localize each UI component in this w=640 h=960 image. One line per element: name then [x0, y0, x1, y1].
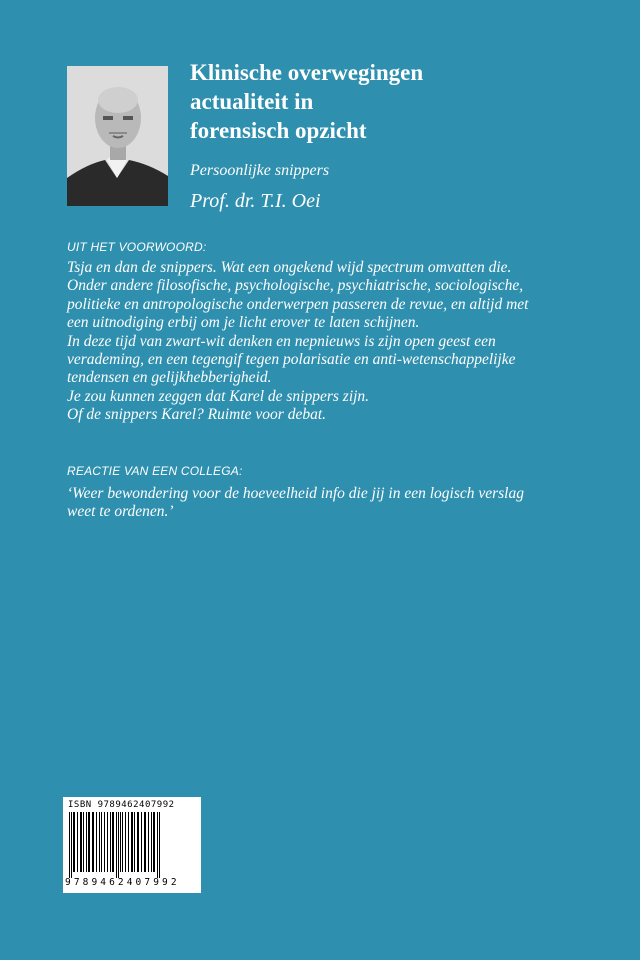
voorwoord-line: Je zou kunnen zeggen dat Karel de snippers zijn. — [67, 387, 370, 405]
barcode-bar — [112, 812, 114, 872]
barcode-bar — [118, 812, 119, 878]
voorwoord-line: verademing, en een tegengif tegen polarisatie en anti-wetenschappelijke — [67, 351, 516, 369]
voorwoord-line: Of de snippers Karel? Ruimte voor debat. — [67, 406, 327, 424]
voorwoord-heading: UIT HET VOORWOORD: — [67, 240, 207, 254]
barcode-bar — [83, 812, 84, 872]
book-author: Prof. dr. T.I. Oei — [190, 190, 321, 212]
title-line-1: Klinische overwegingen — [190, 60, 424, 85]
barcode-bar — [104, 812, 105, 872]
voorwoord-line: Tsja en dan de snippers. Wat een ongekend wijd spectrum omvatten die. — [67, 259, 512, 276]
barcode-bar — [141, 812, 142, 872]
isbn-label: ISBN 9789462407992 — [68, 800, 175, 810]
barcode-bar — [96, 812, 97, 872]
ean-digits: 9789462407992 — [65, 877, 180, 888]
barcode-bar — [73, 812, 75, 872]
barcode-bar — [86, 812, 87, 872]
author-portrait-illustration — [67, 66, 168, 206]
barcode-bar — [99, 812, 100, 872]
barcode-bar — [144, 812, 146, 872]
barcode-bar — [137, 812, 139, 872]
voorwoord-text — [67, 259, 587, 425]
collega-quote — [67, 485, 587, 522]
barcode-bar — [131, 812, 133, 872]
barcode-bar — [69, 812, 70, 878]
voorwoord-line: Onder andere filosofische, psychologische, psychiatrische, sociologische, — [67, 277, 524, 295]
barcode-bar — [151, 812, 152, 872]
barcode-bar — [148, 812, 149, 872]
barcode-bar — [153, 812, 155, 872]
barcode-bar — [77, 812, 78, 872]
barcode-bar — [107, 812, 108, 872]
voorwoord-line: tendensen en gelijkhebberigheid. — [67, 369, 272, 387]
collega-line: ‘Weer bewondering voor de hoeveelheid info die jij in een logisch verslag — [67, 485, 524, 502]
collega-line: weet te ordenen.’ — [67, 503, 174, 521]
barcode-bar — [80, 812, 82, 872]
barcode-bar — [125, 812, 126, 872]
isbn-barcode — [63, 797, 201, 893]
barcode-bar — [92, 812, 94, 872]
voorwoord-line: een uitnodiging erbij om je licht erover te laten schijnen. — [67, 314, 420, 332]
barcode-bar — [128, 812, 129, 872]
voorwoord-line: politieke en antropologische onderwerpen passeren de revue, en altijd met — [67, 295, 529, 313]
book-title — [190, 58, 590, 145]
barcode-bar — [101, 812, 102, 872]
barcode-bar — [88, 812, 90, 872]
title-line-2: actualiteit in — [190, 89, 314, 114]
barcode-bar — [134, 812, 135, 872]
barcode-bar — [122, 812, 123, 872]
collega-heading: REACTIE VAN EEN COLLEGA: — [67, 464, 243, 478]
book-subtitle: Persoonlijke snippers — [190, 162, 330, 179]
barcode-bar — [110, 812, 111, 872]
barcode-bars — [69, 812, 195, 878]
author-photo — [67, 66, 168, 206]
barcode-bar — [71, 812, 72, 878]
barcode-bar — [157, 812, 158, 878]
title-line-3: forensisch opzicht — [190, 118, 367, 143]
voorwoord-line: In deze tijd van zwart-wit denken en nepnieuws is zijn open geest een — [67, 332, 496, 350]
barcode-bar — [120, 812, 121, 872]
barcode-bar — [159, 812, 160, 878]
barcode-bar — [116, 812, 117, 878]
